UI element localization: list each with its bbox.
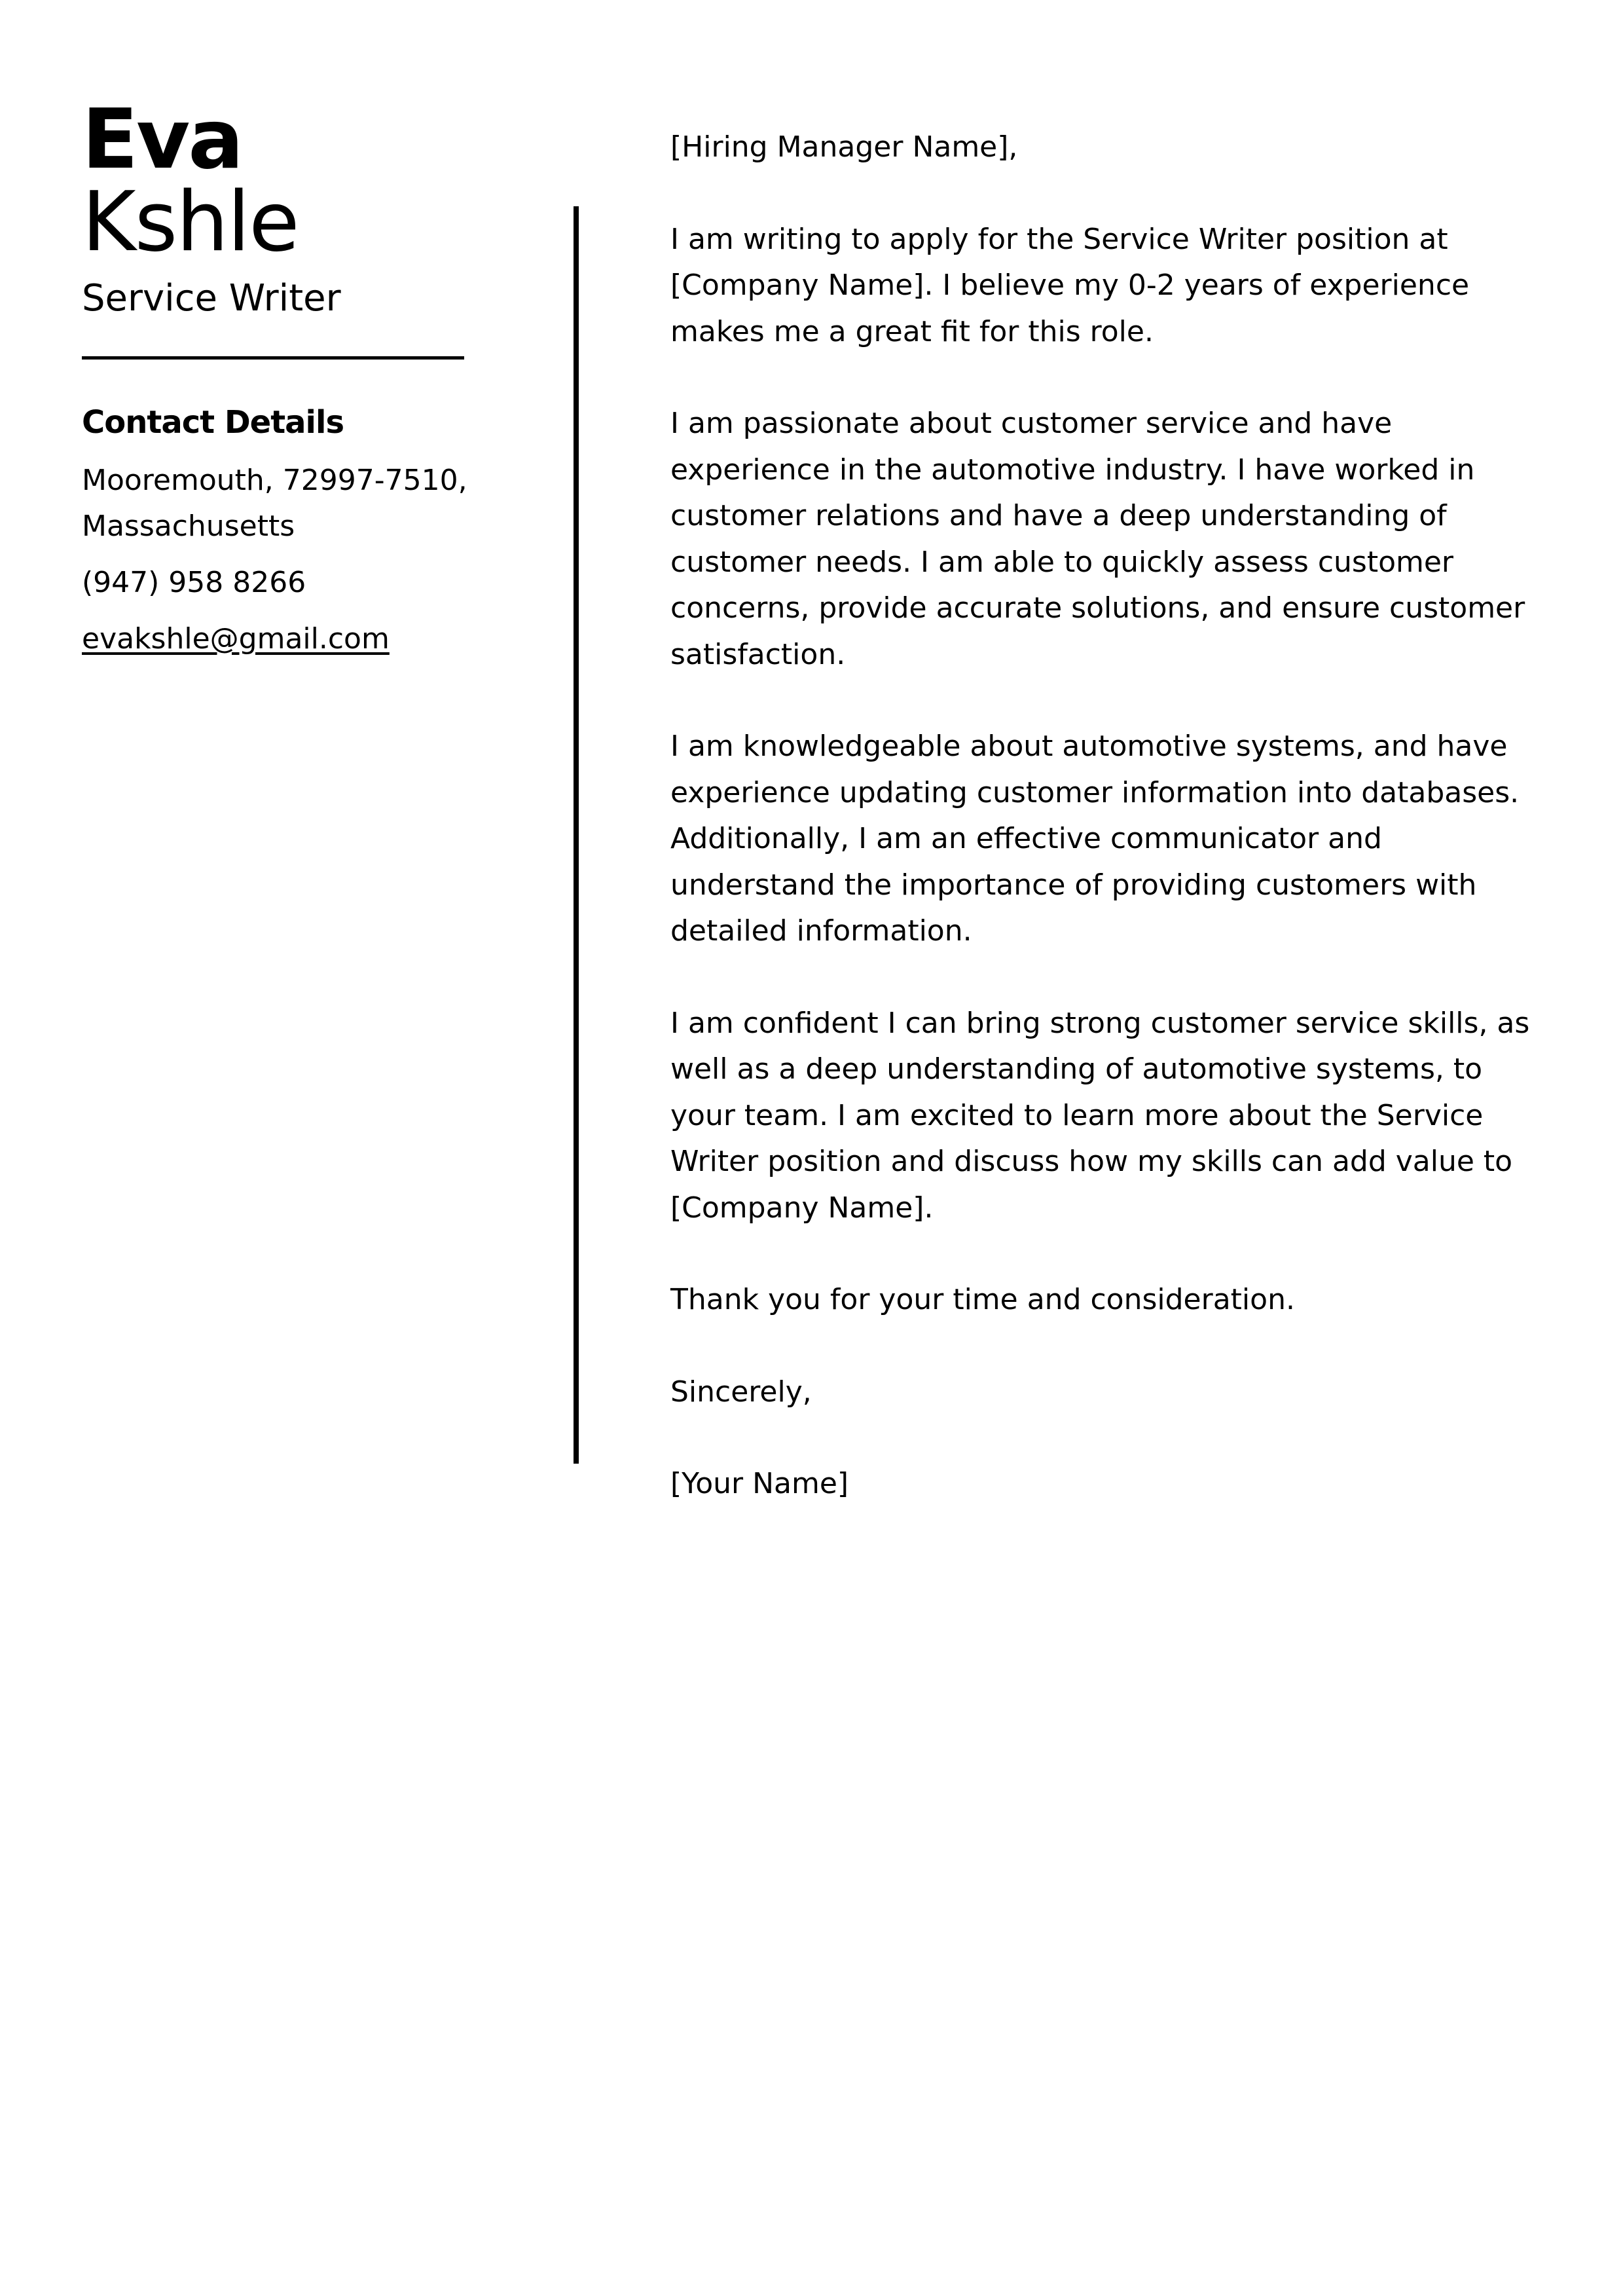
column-divider — [574, 206, 579, 1464]
salutation: [Hiring Manager Name], — [670, 130, 1018, 164]
contact-details-heading: Contact Details — [82, 404, 344, 441]
first-name: Eva — [82, 91, 242, 187]
sidebar — [82, 91, 468, 662]
thanks-line: Thank you for your time and consideration. — [670, 1283, 1295, 1316]
letter-body — [670, 124, 1535, 1553]
letter-paragraph-1: I am writing to apply for the Service Writer position at [Company Name]. I believe my 0-2 years of experience makes me a great fit for this role. — [670, 222, 1470, 348]
last-name: Kshle — [82, 174, 299, 270]
job-title: Service Writer — [82, 277, 341, 320]
letter-paragraph-2: I am passionate about customer service and have experience in the automotive industry. I have worked in customer relations and have a deep understanding of customer needs. I am able to quickly assess customer concerns, provide accurate solutions, and ensure customer satisfaction. — [670, 407, 1525, 671]
signature-line: [Your Name] — [670, 1467, 849, 1500]
letter-paragraph-4: I am confident I can bring strong customer service skills, as well as a deep understanding of automotive systems, to your team. I am excited to learn more about the Service Writer position and discuss how my skills can add value to [Company Name]. — [670, 1006, 1530, 1225]
contact-email-link[interactable]: evakshle@gmail.com — [82, 622, 390, 656]
contact-phone: (947) 958 8266 — [82, 566, 306, 599]
header-divider — [82, 356, 464, 360]
letter-paragraph-3: I am knowledgeable about automotive systems, and have experience updating customer information into databases. Additionally, I am an effective communicator and understand the importance of providing customers with detailed information. — [670, 730, 1520, 948]
closing-line: Sincerely, — [670, 1375, 812, 1409]
contact-address: Mooremouth, 72997-7510, Massachusetts — [82, 464, 467, 543]
